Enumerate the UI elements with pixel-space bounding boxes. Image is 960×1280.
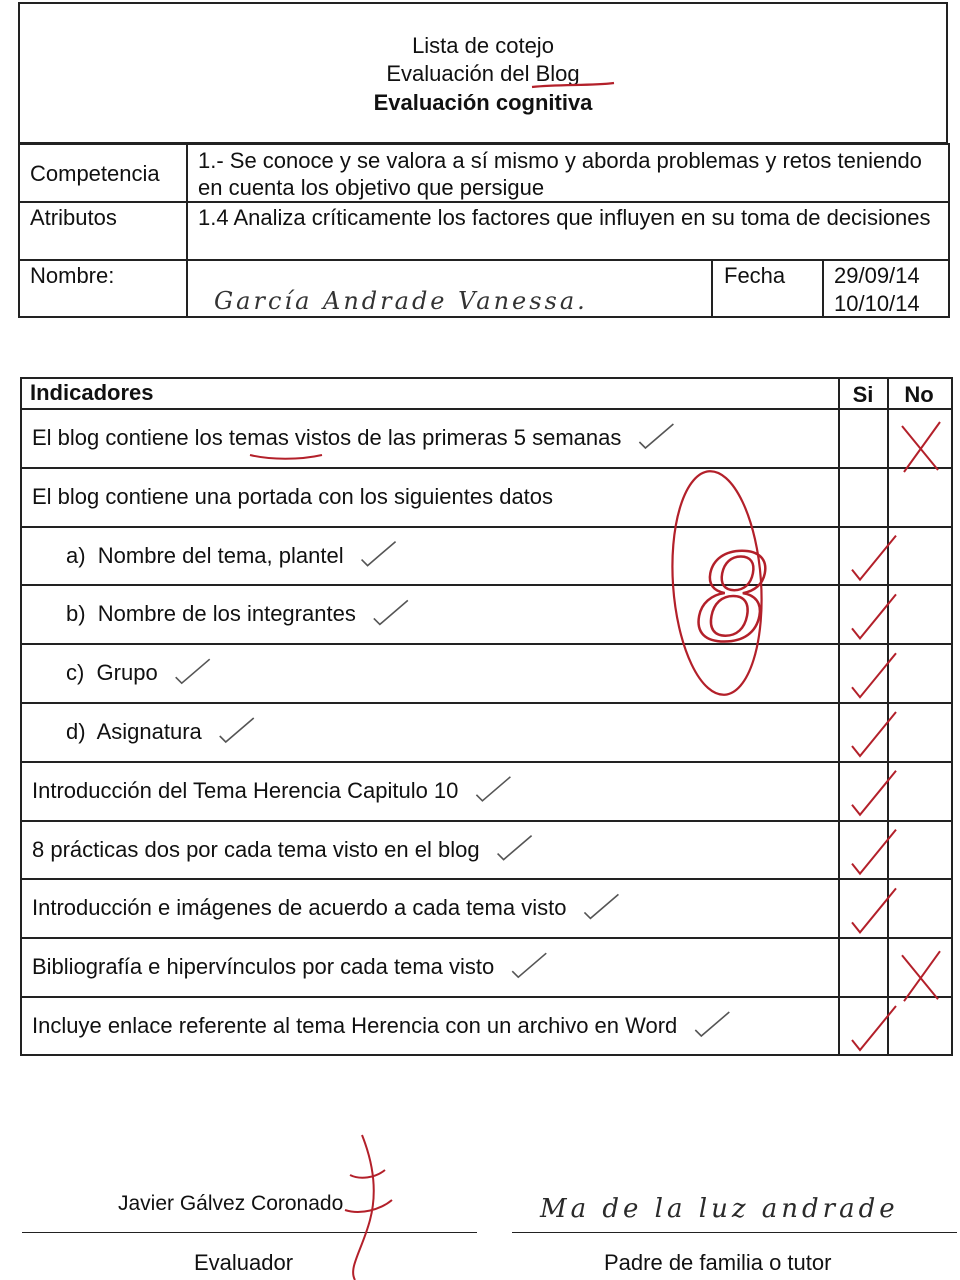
- col-header-no: No: [904, 382, 934, 407]
- table-row-line: [20, 584, 953, 586]
- title-line-1: Lista de cotejo: [412, 33, 554, 58]
- table-row-line: [20, 761, 953, 763]
- nombre-label: Nombre:: [30, 263, 115, 288]
- parent-signature-line: [512, 1232, 957, 1233]
- table-row-line: [20, 820, 953, 822]
- fecha-divider-right: [822, 259, 824, 318]
- evaluator-signature-scribble: [345, 1135, 392, 1280]
- col-header-si: Si: [852, 382, 874, 407]
- indicator-row-text: Bibliografía e hipervínculos por cada tema visto: [32, 954, 495, 979]
- fecha-divider-left: [711, 259, 713, 318]
- table-row-line: [20, 526, 953, 528]
- evaluator-signature-line: [22, 1232, 477, 1233]
- evaluator-role: Evaluador: [194, 1250, 294, 1275]
- table-row-line: [20, 408, 953, 410]
- fecha-1: 29/09/14: [834, 263, 920, 288]
- indicator-row-text: c) Grupo: [66, 660, 158, 685]
- col-header-indicadores: Indicadores: [30, 380, 154, 405]
- atributos-label: Atributos: [30, 205, 117, 230]
- indicator-row-text: 8 prácticas dos por cada tema visto en el blog: [32, 837, 480, 862]
- table-row-line: [20, 996, 953, 998]
- fecha-label: Fecha: [724, 263, 786, 288]
- table-row-line: [20, 937, 953, 939]
- table-row-line: [20, 878, 953, 880]
- col-divider-si: [838, 377, 840, 1056]
- indicator-row-text: Incluye enlace referente al tema Herencia con un archivo en Word: [32, 1013, 678, 1038]
- indicator-row-text: d) Asignatura: [66, 719, 202, 744]
- indicator-row-text: El blog contiene los temas vistos de las primeras 5 semanas: [32, 425, 622, 450]
- info-divider: [186, 143, 188, 318]
- table-row-line: [20, 702, 953, 704]
- table-row-line: [20, 643, 953, 645]
- table-row-line: [20, 467, 953, 469]
- competencia-text: 1.- Se conoce y se valora a sí mismo y aborda problemas y retos teniendo en cuenta los objetivo que persigue: [198, 148, 922, 200]
- atributos-text: 1.4 Analiza críticamente los factores que influyen en su toma de decisiones: [198, 205, 931, 230]
- grade-mark: 8: [695, 530, 772, 669]
- fecha-2: 10/10/14: [834, 291, 920, 316]
- nombre-value-handwritten: García Andrade Vanessa.: [214, 287, 588, 315]
- indicator-row-text: a) Nombre del tema, plantel: [66, 543, 344, 568]
- title-line-3: Evaluación cognitiva: [373, 90, 593, 115]
- competencia-label: Competencia: [30, 161, 160, 186]
- info-row-line-2: [18, 259, 950, 261]
- indicator-row-text: El blog contiene una portada con los siguientes datos: [32, 484, 554, 509]
- evaluator-name: Javier Gálvez Coronado: [118, 1192, 344, 1215]
- indicator-row-text: Introducción e imágenes de acuerdo a cada tema visto: [32, 895, 567, 920]
- indicator-row-text: b) Nombre de los integrantes: [66, 601, 356, 626]
- col-divider-no: [887, 377, 889, 1056]
- indicator-row-text: Introducción del Tema Herencia Capitulo 10: [32, 778, 459, 803]
- parent-role: Padre de familia o tutor: [604, 1250, 832, 1275]
- info-row-line-1: [18, 201, 950, 203]
- parent-signature-handwritten: Ma de la luz andrade: [540, 1194, 899, 1224]
- title-line-2: Evaluación del Blog: [386, 61, 580, 86]
